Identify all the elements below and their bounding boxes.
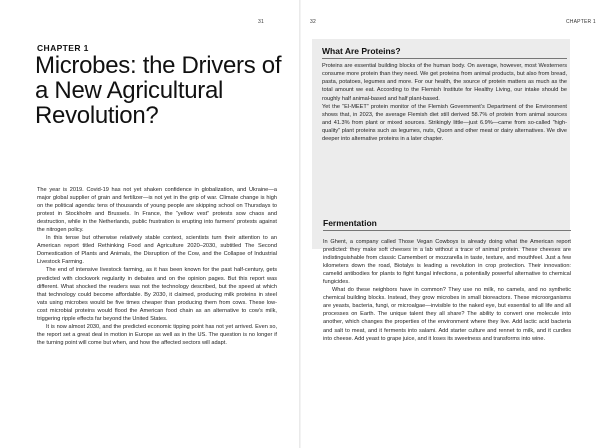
body-paragraph: It is now almost 2030, and the predicted economic tipping point has not yet arrived. Even so, the report set a great deal in motion in Europe as well as in the US. The question is no longer if the turning point will come but when, and how the affected sectors will adapt.	[37, 323, 277, 346]
body-paragraph: The year is 2019. Covid-19 has not yet shaken confidence in globalization, and Ukraine—a major global supplier of grain and fertilizer—is not yet in the grip of war. Climate change is high on the political agenda: tens of thousands of young people are skipping school on Thursdays to protest in Stockholm and Brussels. In France, the “yellow vest” protests sow chaos and destruction, while in the Netherlands, public frustration is erupting into farmers’ protests against the nitrogen policy.	[37, 187, 277, 234]
section-paragraph: In Ghent, a company called Those Vegan Cowboys is already doing what the American report predicted: they make soft cheeses in a lab without a trace of animal protein. These cheeses are indistinguishable from classic Camembert or mozzarella in taste, texture, and mouthfeel. Just a few kilometers down the road, Biotalys is leading a revolution in crop protection. Their innovation: camelid antibodies for plants to fight fungal infections, a potentially powerful alternative to chemical fungicides.	[323, 239, 571, 286]
section-paragraph: What do these neighbors have in common? They use no milk, no camels, and no synthetic chemical building blocks. Instead, they grow microbes in small bioreactors. These microorganisms are yeasts, bacteria, fungi, or microalgae—invisible to the naked eye, but essential to all life and all processes on Earth. The unique talent they all share? The ability to convert one molecule into another, which changes the properties of the environment where they live. Add lactic acid bacteria and salt to meat, and it ferments into salami. Add starter culture and rennet to milk, and it curdles into cheese. Add yeast to grape juice, and it loses its sweetness and transforms into wine.	[323, 287, 571, 342]
sidebar-paragraph: Proteins are essential building blocks of the human body. On average, however, most Westerners consume more protein than they need. We get proteins from animal products, but also from bread, pasta, potatoes, legumes and more. For our health, the source of protein matters as much as the total amount we eat. According to the Flemish Institute for Healthy Living, our intake should be roughly half animal-based and half plant-based.	[322, 63, 567, 102]
chapter-label: CHAPTER 1	[37, 43, 89, 53]
sidebar-body	[322, 62, 567, 144]
sidebar-rule	[322, 58, 567, 59]
running-head: CHAPTER 1	[566, 19, 596, 25]
chapter-body	[37, 186, 277, 347]
right-page	[300, 0, 600, 448]
body-paragraph: In this tense but otherwise relatively stable context, scientists turn their attention to an American report titled Rethinking Food and Agriculture 2020–2030, subtitled The Second Domestication of Plants and Animals, the Disruption of the Cow, and the Collapse of Industrial Livestock Farming.	[37, 235, 277, 266]
page-number: 31	[258, 19, 264, 25]
section-rule	[323, 230, 571, 231]
section-body	[323, 238, 571, 343]
page-number: 32	[310, 19, 316, 25]
sidebar-paragraph: Yet the “EI-MEET” protein monitor of the Flemish Government’s Department of the Environment shows that, in 2023, the average Flemish diet still derived 58.7% of protein from animal sources and 41.3% from plant or mixed sources. Strikingly little—just 6.9%—came from so-called “high-quality” plant proteins such as legumes, nuts, Quorn and other meat or dairy alternatives. We dive deeper into alternative proteins in a later chapter.	[322, 103, 567, 143]
chapter-title: Microbes: the Drivers of a New Agricultural Revolution?	[35, 52, 282, 129]
sidebar-heading: What Are Proteins?	[322, 46, 401, 56]
section-heading: Fermentation	[323, 218, 377, 228]
body-paragraph: The end of intensive livestock farming, as it has been known for the past half-century, gets predicted with clockwork regularity in debates and on the opinion pages. But this report was different. What shocked the readers was not the technology described, but the speed at which that technology could become affordable. By 2030, it claimed, producing milk proteins in steel vats using microbes would be five times cheaper than producing them from cows. These low-cost microbial proteins would flood the American food chain as an alternative to cow’s milk, triggering ripple effects far beyond the United States.	[37, 267, 277, 322]
